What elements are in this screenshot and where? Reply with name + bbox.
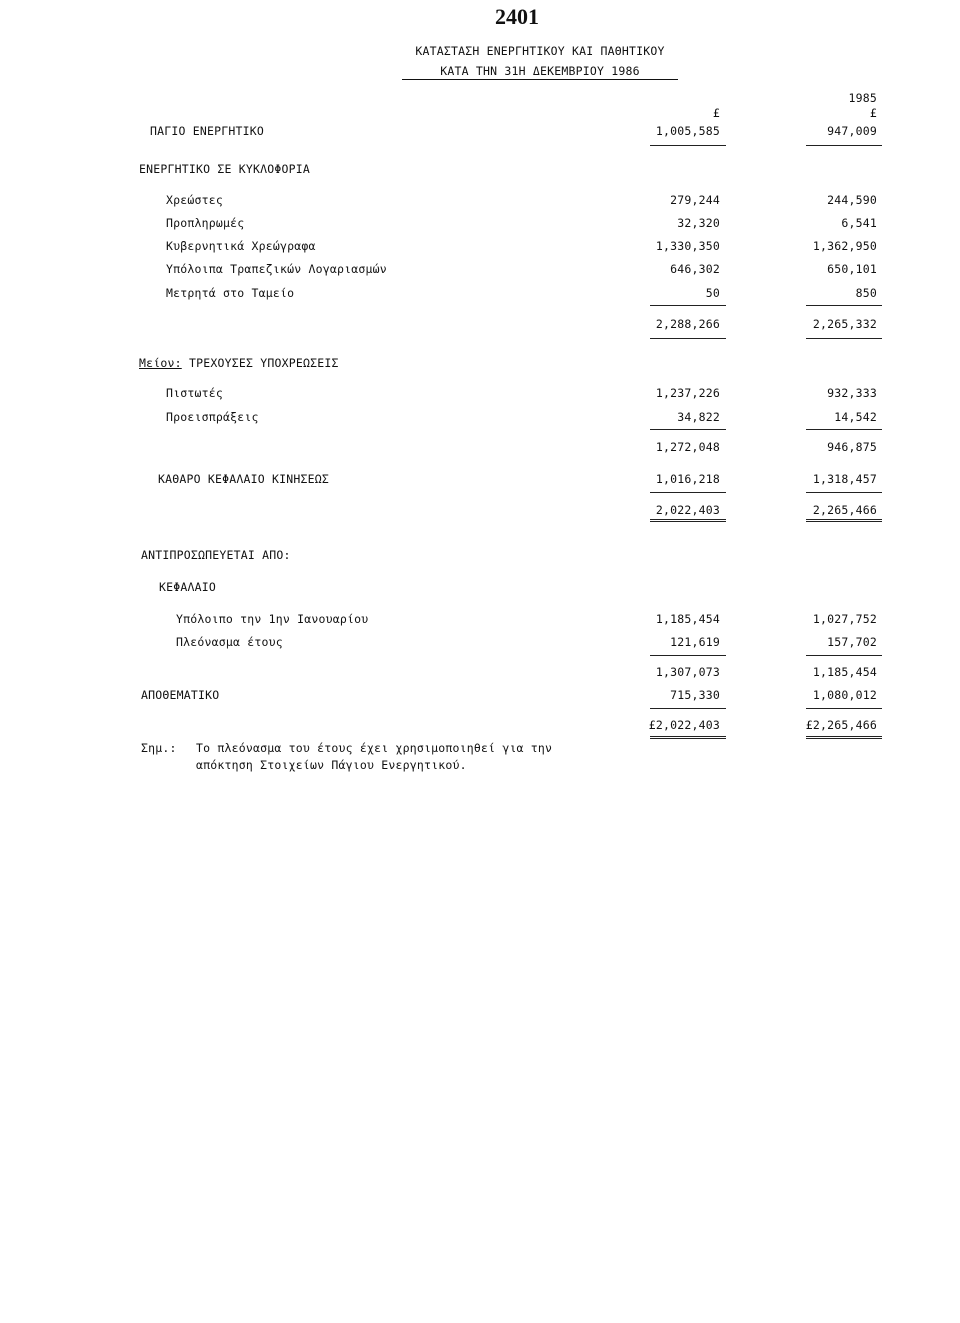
list-item-current: 121,619 [670,635,720,649]
double-rule [806,519,882,522]
list-item-current: 34,822 [677,410,720,424]
current-assets-heading: ΕΝΕΡΓΗΤΙΚΟ ΣΕ ΚΥΚΛΟΦΟΡΙΑ [139,162,310,176]
rule [806,145,882,146]
net-working-capital-current: 1,016,218 [655,472,720,486]
current-liabilities-total-current: 1,272,048 [655,440,720,454]
less-prefix: Μείον: [139,356,182,370]
fixed-assets-current: 1,005,585 [655,124,720,138]
grand-total-current: £2,022,403 [648,718,720,732]
financed-by-heading: ΑΝΤΙΠΡΟΣΩΠΕΥΕΤΑΙ ΑΠΟ: [141,548,291,562]
list-item-prior: 650,101 [827,262,877,276]
note-label: Σημ.: [141,741,177,755]
rule [650,708,726,709]
reserve-label: ΑΠΟΘΕΜΑΤΙΚΟ [141,688,220,702]
current-liabilities-heading: ΤΡΕΧΟΥΣΕΣ ΥΠΟΧΡΕΩΣΕΙΣ [189,356,339,370]
fixed-assets-prior: 947,009 [827,124,877,138]
list-item-current: 1,330,350 [655,239,720,253]
list-item-current: 646,302 [670,262,720,276]
list-item-prior: 6,541 [841,216,877,230]
list-item-current: 1,185,454 [655,612,720,626]
list-item-current: 1,237,226 [655,386,720,400]
capital-total-current: 1,307,073 [655,665,720,679]
rule [806,429,882,430]
total-net-assets-current: 2,022,403 [655,503,720,517]
page-number: 2401 [495,4,539,29]
rule [650,305,726,306]
net-working-capital-prior: 1,318,457 [812,472,877,486]
double-rule [650,736,726,739]
list-item-prior: 1,362,950 [812,239,877,253]
list-item-prior: 850 [855,286,877,300]
list-item-label: Πλεόνασμα έτους [176,635,283,649]
double-rule [650,519,726,522]
net-working-capital-label: ΚΑΘΑΡΟ ΚΕΦΑΛΑΙΟ ΚΙΝΗΣΕΩΣ [158,472,329,486]
list-item-current: 50 [705,286,720,300]
fixed-assets-label: ΠΑΓΙΟ ΕΝΕΡΓΗΤΙΚΟ [150,124,264,138]
list-item-label: Υπόλοιπο την 1ην Ιανουαρίου [176,612,369,626]
current-assets-total-current: 2,288,266 [655,317,720,331]
list-item-label: Υπόλοιπα Τραπεζικών Λογαριασμών [166,262,387,276]
rule [806,655,882,656]
double-rule [806,736,882,739]
currency-prior-header: £ [869,106,877,120]
rule [806,708,882,709]
list-item-label: Προπληρωμές [166,216,245,230]
statement-subtitle: ΚΑΤΑ ΤΗΝ 31Η ΔΕΚΕΜΒΡΙΟΥ 1986 [402,64,678,80]
statement-title: ΚΑΤΑΣΤΑΣΗ ΕΝΕΡΓΗΤΙΚΟΥ ΚΑΙ ΠΑΘΗΤΙΚΟΥ [415,44,665,58]
list-item-prior: 244,590 [827,193,877,207]
rule [806,305,882,306]
rule [650,429,726,430]
reserve-current: 715,330 [670,688,720,702]
capital-heading: ΚΕΦΑΛΑΙΟ [159,580,216,594]
rule [650,145,726,146]
note-line-1: Το πλεόνασμα του έτους έχει χρησιμοποιηθεί για την [196,741,553,755]
rule [650,338,726,339]
list-item-label: Προεισπράξεις [166,410,259,424]
list-item-prior: 157,702 [827,635,877,649]
current-assets-total-prior: 2,265,332 [812,317,877,331]
rule [650,655,726,656]
rule [650,492,726,493]
prior-year-header: 1985 [848,91,877,105]
list-item-prior: 932,333 [827,386,877,400]
list-item-current: 279,244 [670,193,720,207]
currency-current-header: £ [712,106,720,120]
list-item-current: 32,320 [677,216,720,230]
list-item-label: Μετρητά στο Ταμείο [166,286,295,300]
list-item-prior: 1,027,752 [812,612,877,626]
rule [806,492,882,493]
reserve-prior: 1,080,012 [812,688,877,702]
capital-total-prior: 1,185,454 [812,665,877,679]
list-item-prior: 14,542 [834,410,877,424]
list-item-label: Κυβερνητικά Χρεώγραφα [166,239,316,253]
current-liabilities-total-prior: 946,875 [827,440,877,454]
note-line-2: απόκτηση Στοιχείων Πάγιου Ενεργητικού. [196,758,467,772]
list-item-label: Πιστωτές [166,386,223,400]
total-net-assets-prior: 2,265,466 [812,503,877,517]
grand-total-prior: £2,265,466 [805,718,877,732]
rule [806,338,882,339]
list-item-label: Χρεώστες [166,193,223,207]
